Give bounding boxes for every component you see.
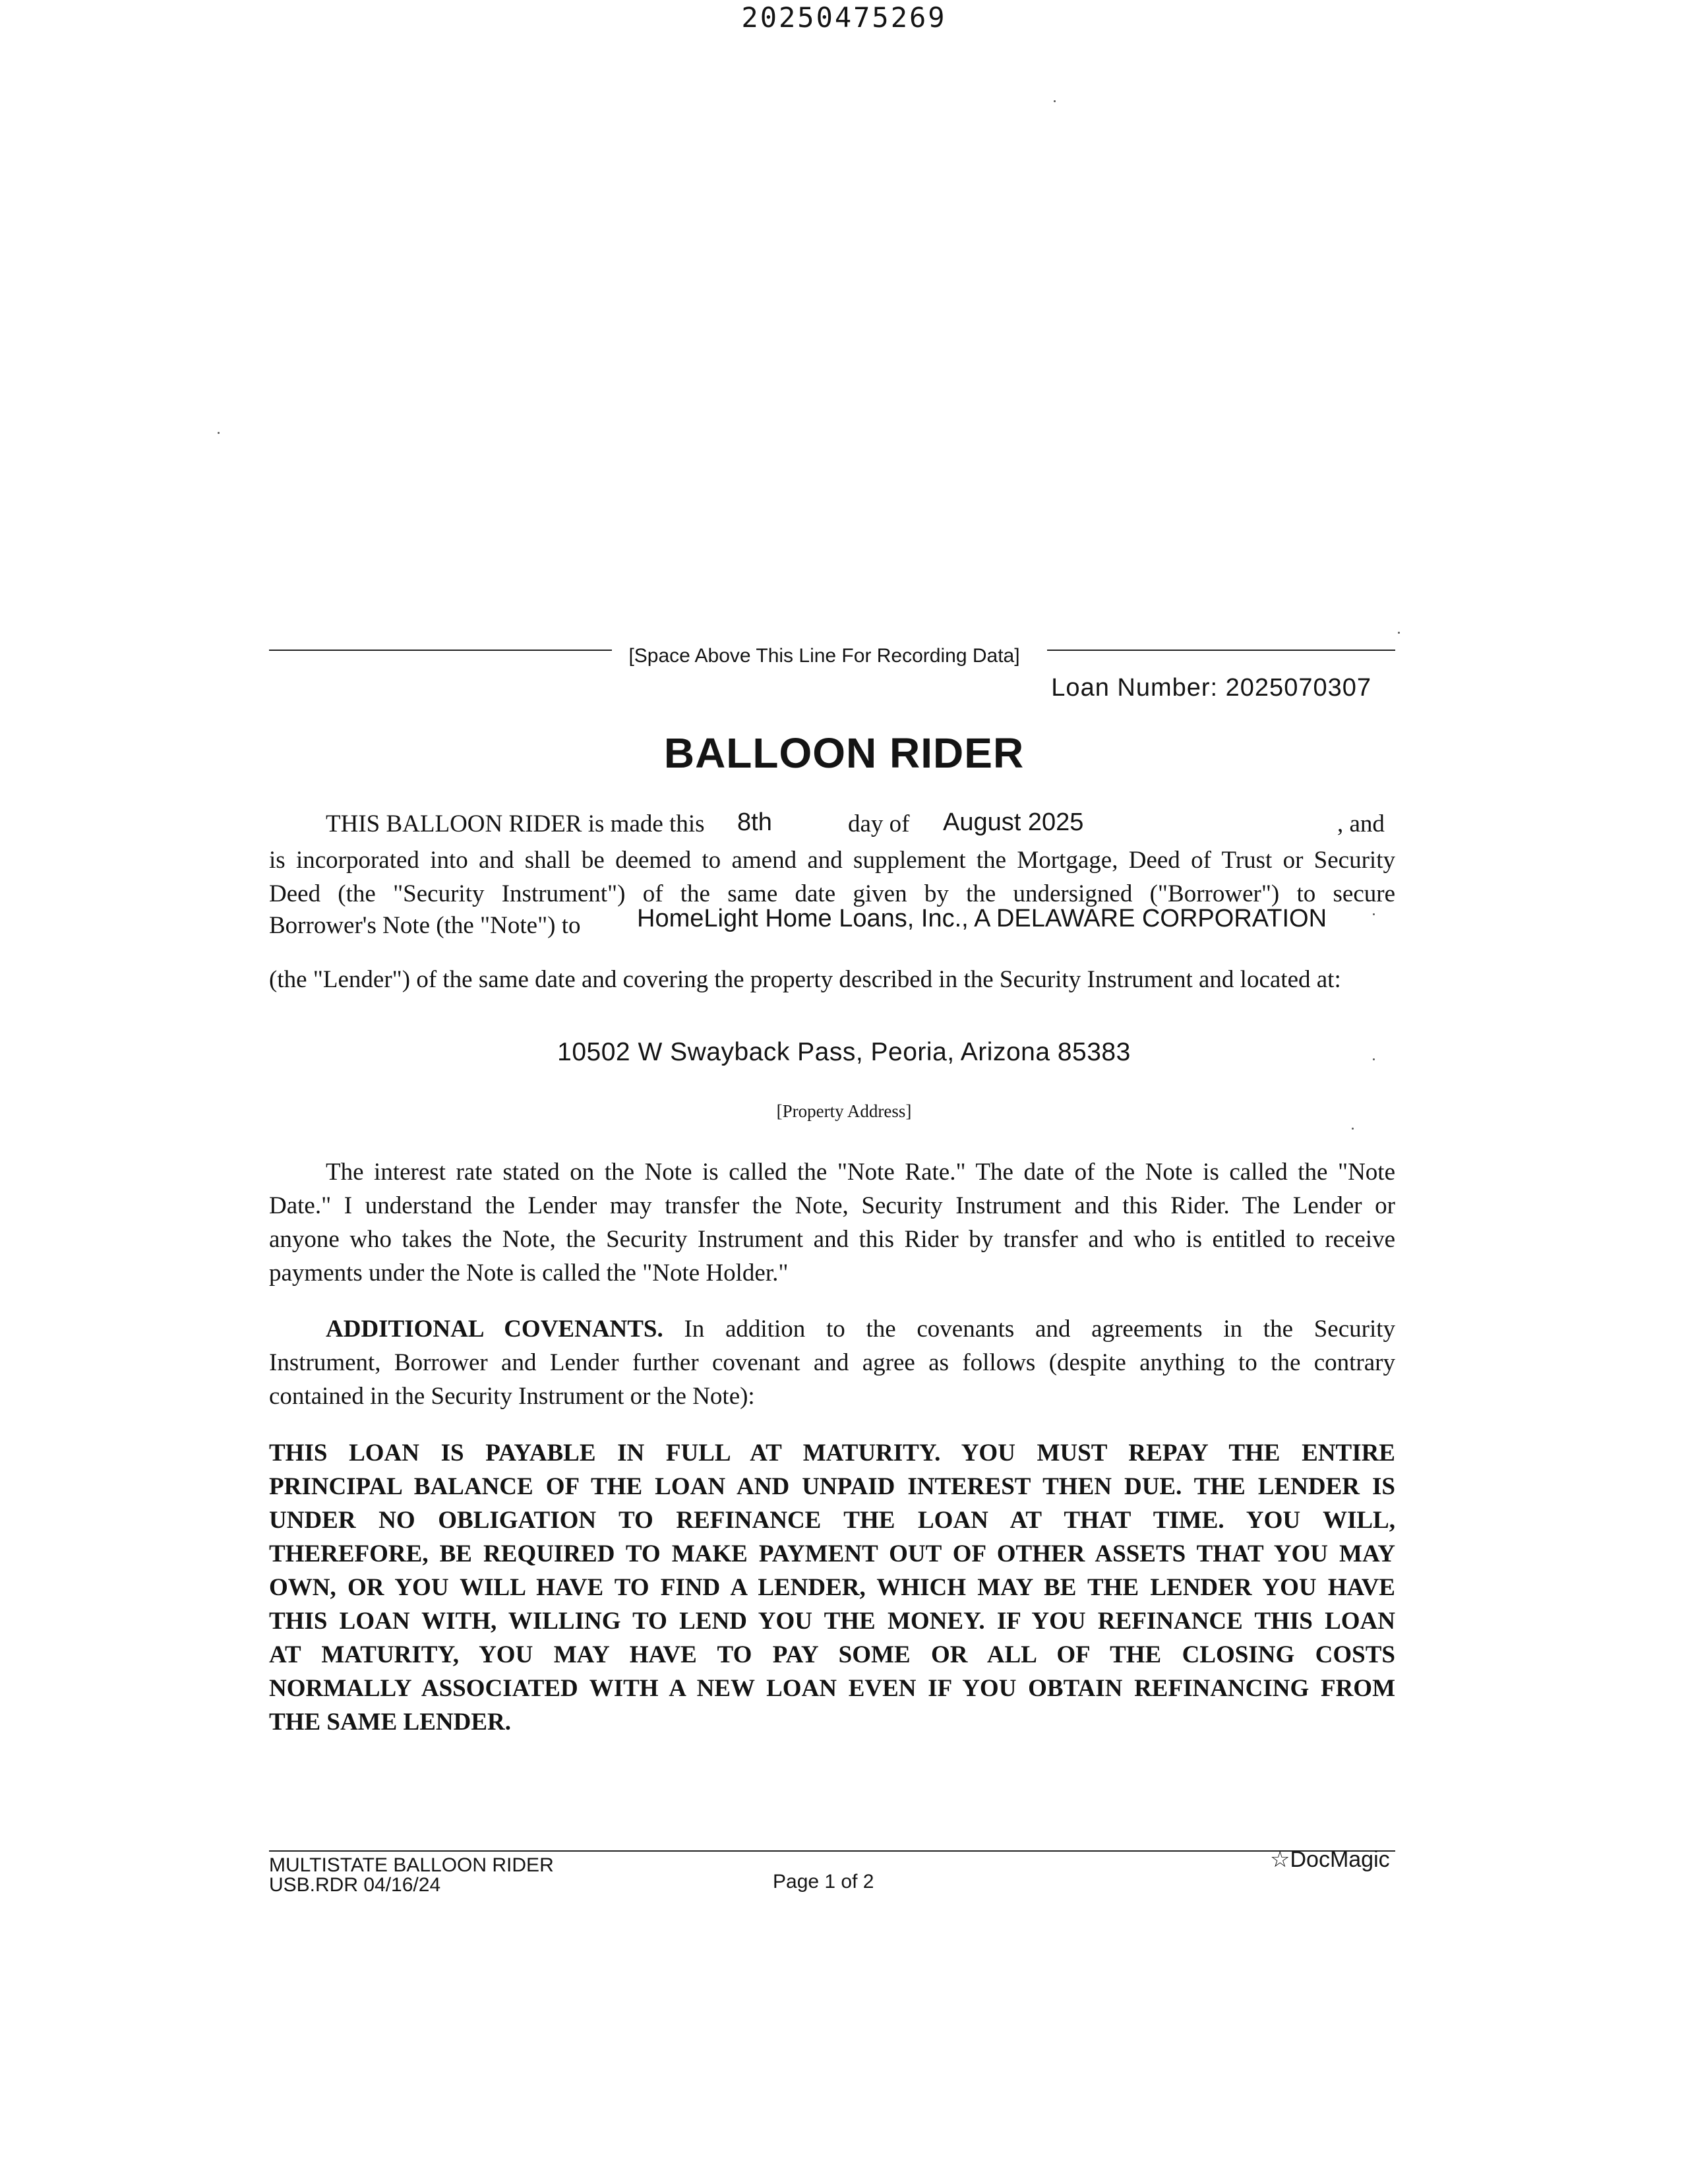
footer-brand-name: DocMagic	[1290, 1847, 1390, 1872]
intro-lead: THIS BALLOON RIDER is made this	[326, 810, 705, 837]
property-address-label: [Property Address]	[776, 1101, 912, 1121]
scan-speck	[1373, 913, 1375, 915]
loan-number: Loan Number: 2025070307	[1051, 674, 1372, 702]
footer-form-name: MULTISTATE BALLOON RIDER	[269, 1854, 554, 1876]
covenants-line: contained in the Security Instrument or the Note):	[269, 1383, 755, 1410]
scan-speck	[1352, 1128, 1354, 1130]
scan-speck	[1398, 632, 1400, 634]
footer-brand	[1270, 1846, 1390, 1873]
star-outline-icon: ☆	[1270, 1847, 1290, 1872]
intro-day-of: day of	[848, 810, 910, 837]
warning-line: THEREFORE, BE REQUIRED TO MAKE PAYMENT OUT OF OTHER ASSETS THAT YOU MAY	[269, 1540, 1395, 1567]
footer-form-code: USB.RDR 04/16/24	[269, 1874, 441, 1896]
warning-line: AT MATURITY, YOU MAY HAVE TO PAY SOME OR ALL OF THE CLOSING COSTS	[269, 1641, 1395, 1668]
warning-line: OWN, OR YOU WILL HAVE TO FIND A LENDER, WHICH MAY BE THE LENDER YOU HAVE	[269, 1574, 1395, 1601]
footer-page-number: Page 1 of 2	[773, 1871, 874, 1893]
lender-name: HomeLight Home Loans, Inc., A DELAWARE CORPORATION	[637, 905, 1327, 932]
rider-month-year-value: August 2025	[943, 808, 1084, 836]
intro-paragraph	[269, 843, 1395, 911]
warning-line: THIS LOAN IS PAYABLE IN FULL AT MATURITY. YOU MUST REPAY THE ENTIRE	[269, 1440, 1395, 1467]
warning-line: PRINCIPAL BALANCE OF THE LOAN AND UNPAID INTEREST THEN DUE. THE LENDER IS	[269, 1473, 1395, 1500]
recording-number: 20250475269	[741, 1, 947, 34]
balloon-warning	[269, 1436, 1395, 1739]
warning-line: THIS LOAN WITH, WILLING TO LEND YOU THE MONEY. IF YOU REFINANCE THIS LOAN	[269, 1608, 1395, 1635]
intro-line: is incorporated into and shall be deemed to amend and supplement the Mortgage, Deed of Trust or Security	[269, 847, 1395, 874]
covenants-line: Instrument, Borrower and Lender further covenant and agree as follows (despite anything to the contrary	[269, 1349, 1395, 1376]
intro-note-lead: Borrower's Note (the "Note") to	[269, 912, 581, 939]
property-address: 10502 W Swayback Pass, Peoria, Arizona 85383	[557, 1038, 1131, 1066]
footer-rule	[269, 1850, 1395, 1852]
scan-speck	[1054, 100, 1056, 102]
recording-rule-left	[269, 650, 612, 651]
covenants-paragraph	[269, 1312, 1395, 1413]
covenants-line	[269, 1312, 1395, 1346]
intro-line: Deed (the "Security Instrument") of the same date given by the undersigned ("Borrower") to secure	[269, 880, 1395, 907]
note-line: anyone who takes the Note, the Security Instrument and this Rider by transfer and who is entitled to receive	[269, 1226, 1395, 1253]
note-paragraph	[269, 1155, 1395, 1290]
property-intro-line: (the "Lender") of the same date and covering the property described in the Security Instrument and located at:	[269, 966, 1341, 993]
recording-area-label: [Space Above This Line For Recording Data]	[628, 645, 1020, 667]
rider-day-value: 8th	[737, 808, 772, 836]
note-line: payments under the Note is called the "Note Holder."	[269, 1259, 789, 1287]
covenants-heading: ADDITIONAL COVENANTS.	[326, 1316, 663, 1343]
document-title: BALLOON RIDER	[663, 729, 1025, 777]
covenants-line1-rest: In addition to the covenants and agreements in the Security	[684, 1316, 1396, 1343]
scan-speck	[218, 432, 220, 434]
recording-rule-right	[1047, 650, 1395, 651]
note-line: The interest rate stated on the Note is called the "Note Rate." The date of the Note is called the "Note	[326, 1159, 1395, 1186]
warning-line: NORMALLY ASSOCIATED WITH A NEW LOAN EVEN IF YOU OBTAIN REFINANCING FROM	[269, 1675, 1395, 1702]
note-line: Date." I understand the Lender may transfer the Note, Security Instrument and this Rider. The Lender or	[269, 1192, 1395, 1219]
intro-and: , and	[1337, 810, 1385, 837]
warning-line: THE SAME LENDER.	[269, 1709, 511, 1736]
warning-line: UNDER NO OBLIGATION TO REFINANCE THE LOAN AT THAT TIME. YOU WILL,	[269, 1507, 1395, 1534]
